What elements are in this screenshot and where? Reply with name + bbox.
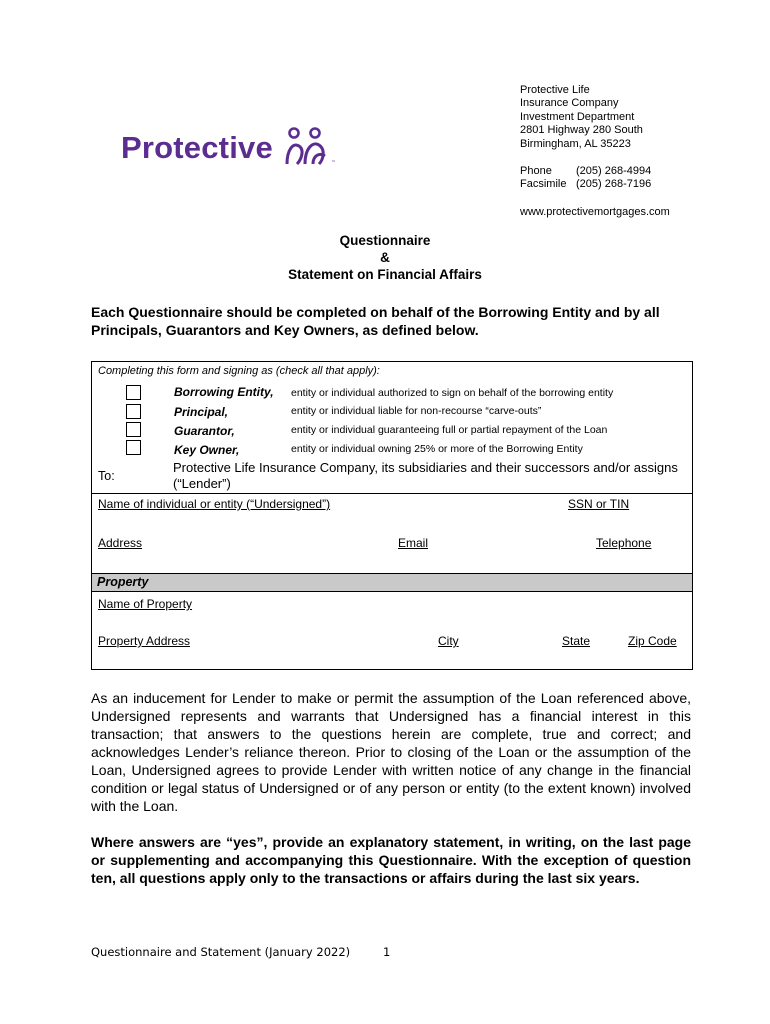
property-name-field[interactable]: Name of Property xyxy=(98,597,193,611)
principal-checkbox[interactable] xyxy=(126,404,141,419)
role-name: Key Owner, xyxy=(174,443,240,457)
guarantor-checkbox[interactable] xyxy=(126,422,141,437)
name-of-undersigned-field[interactable]: Name of individual or entity (“Undersigned”) xyxy=(98,497,331,511)
completing-label: Completing this form and signing as (check all that apply): xyxy=(98,365,380,377)
svg-text:™: ™ xyxy=(331,160,336,166)
lender-recipient-text: Protective Life Insurance Company, its subsidiaries and their successors and/or assigns (“Lender”) xyxy=(173,460,678,491)
state-field[interactable]: State xyxy=(562,634,591,648)
ssn-tin-field[interactable]: SSN or TIN xyxy=(568,497,630,511)
to-label: To: xyxy=(98,469,115,483)
fax-number: (205) 268-7196 xyxy=(576,178,652,191)
instructions-paragraph: Where answers are “yes”, provide an explanatory statement, in writing, on the last page or supplementing and accompanying this Questionnaire. With the exception of question ten, all questions apply only to the transactions or affairs during the last six years. xyxy=(91,834,691,886)
email-field[interactable]: Email xyxy=(398,536,429,550)
company-logo-text: Protective xyxy=(121,130,273,165)
company-address-block xyxy=(520,84,670,219)
fax-label: Facsimile xyxy=(520,178,567,191)
website-link[interactable]: www.protectivemortgages.com xyxy=(520,205,670,218)
address-line: Birmingham, AL 35223 xyxy=(520,137,631,150)
role-name: Borrowing Entity, xyxy=(174,385,274,399)
role-description: entity or individual authorized to sign on behalf of the borrowing entity xyxy=(291,387,614,399)
zip-code-field[interactable]: Zip Code xyxy=(628,634,677,648)
footer-text: Questionnaire and Statement (January 2022) xyxy=(91,945,351,959)
inducement-paragraph: As an inducement for Lender to make or permit the assumption of the Loan referenced above, Undersigned represents and warrants that Undersigned has a financial interest in this transaction; that answers to the questions herein are complete, true and correct; and acknowledges Lender’s reliance thereon. Prior to closing of the Loan or the assumption of the Loan, Undersigned agrees to provide Lender with written notice of any change in the financial condition or legal status of Undersigned or of any person or entity (to the extent known) involved with the Loan. xyxy=(91,690,691,814)
protective-figures-logo-icon xyxy=(283,126,339,177)
telephone-field[interactable]: Telephone xyxy=(596,536,652,550)
phone-number: (205) 268-4994 xyxy=(576,165,652,178)
title-line: Questionnaire xyxy=(339,233,431,248)
role-name: Guarantor, xyxy=(174,424,235,438)
phone-label: Phone xyxy=(520,165,552,178)
intro-statement: Each Questionnaire should be completed on behalf of the Borrowing Entity and by all Principals, Guarantors and Key Owners, as defined below. xyxy=(91,304,660,338)
divider xyxy=(92,493,692,494)
document-title xyxy=(0,232,770,283)
address-field[interactable]: Address xyxy=(98,536,143,550)
property-section-header xyxy=(92,573,692,592)
address-line: Protective Life xyxy=(520,84,590,96)
city-field[interactable]: City xyxy=(438,634,459,648)
address-line: Insurance Company xyxy=(520,97,619,110)
role-description: entity or individual owning 25% or more of the Borrowing Entity xyxy=(291,443,583,455)
property-address-field[interactable]: Property Address xyxy=(98,634,191,648)
address-line: 2801 Highway 280 South xyxy=(520,124,643,137)
title-line: & xyxy=(380,250,390,265)
property-section-title: Property xyxy=(97,575,149,589)
title-line: Statement on Financial Affairs xyxy=(288,267,482,282)
address-line: Investment Department xyxy=(520,110,635,123)
role-description: entity or individual liable for non-recourse “carve-outs” xyxy=(291,405,542,417)
key-owner-checkbox[interactable] xyxy=(126,440,141,455)
borrowing-entity-checkbox[interactable] xyxy=(126,385,141,400)
role-name: Principal, xyxy=(174,405,229,419)
page-number: 1 xyxy=(383,945,391,959)
role-description: entity or individual guaranteeing full or partial repayment of the Loan xyxy=(291,424,608,436)
